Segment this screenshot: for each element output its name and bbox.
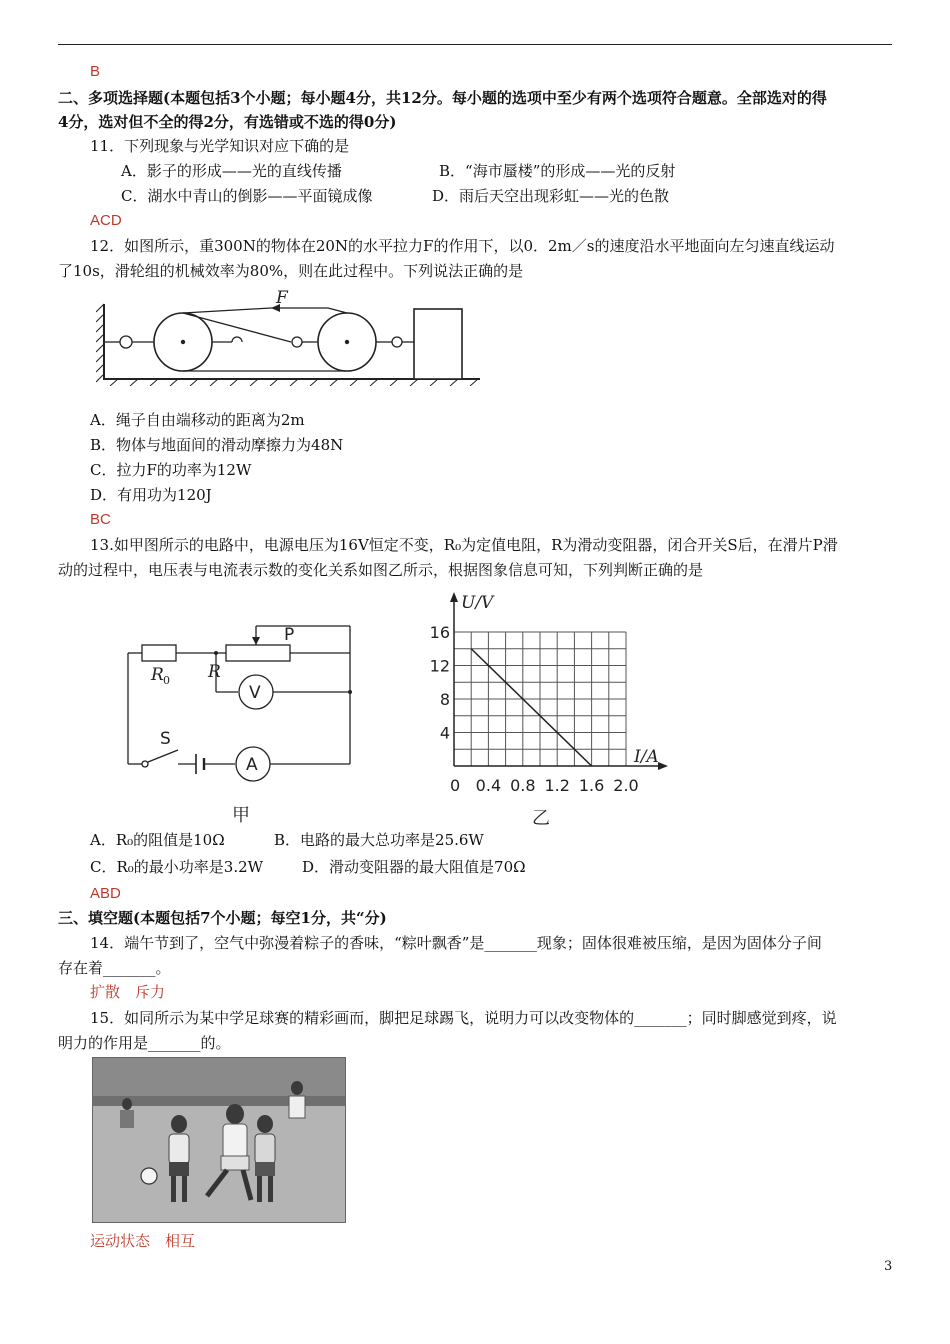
r-label: R [208, 662, 221, 682]
header-rule [58, 44, 892, 45]
section2-heading-line2: 4分，选对但不全的得2分，有选错或不选的得0分) [58, 113, 397, 131]
y-tick-label: 4 [439, 723, 450, 743]
q14-answer: 扩散 斥力 [90, 984, 166, 1001]
x-axis-arrow [658, 762, 668, 770]
q15-stem-line1: 15．如同所示为某中学足球赛的精彩画而，脚把足球踢飞，说明力可以改变物体的_______；同时脚感觉到疼，说 [90, 1009, 837, 1027]
x-tick-label: 1.2 [544, 776, 570, 795]
x-tick-label: 1.6 [578, 776, 605, 795]
x-tick-label: 2.0 [613, 776, 639, 795]
graph-series [471, 649, 591, 766]
q11-option-b: B．“海市蜃楼”的形成——光的反射 [439, 162, 676, 180]
q13-answer: ABD [90, 885, 121, 902]
graph-grid [454, 632, 626, 766]
x-axis-label: I/A [634, 747, 659, 767]
q15-stem-line2: 明力的作用是_______的。 [58, 1034, 231, 1052]
q11-option-d: D．雨后天空出现彩虹——光的色散 [432, 187, 670, 205]
q14-stem-line2: 存在着_______。 [58, 959, 171, 977]
r0-label: R [151, 665, 164, 685]
q13-option-b: B．电路的最大总功率是25.6W [274, 831, 484, 849]
origin-label: 0 [450, 776, 461, 795]
q13-stem-line1: 13.如甲图所示的电路中，电源电压为16V恒定不变，R₀为定值电阻，R为滑动变阻器，闭合开关S后，在滑片P滑 [90, 536, 838, 554]
q12-option-b: B．物体与地面间的滑动摩擦力为48N [90, 436, 344, 454]
y-tick-label: 8 [439, 690, 450, 709]
section2-heading-line1: 二、多项选择题(本题包括3个小题；每小题4分，共12分。每小题的选项中至少有两个选项符合题意。全部选对的得 [58, 89, 827, 107]
q13-option-d: D．滑动变阻器的最大阻值是70Ω [302, 858, 526, 876]
q12-option-d: D．有用功为120J [90, 486, 212, 504]
y-axis-arrow [450, 592, 458, 602]
x-tick-label: 0.8 [510, 776, 536, 795]
q13-option-c: C．R₀的最小功率是3.2W [90, 858, 264, 876]
ui-graph [420, 586, 680, 828]
graph-caption: 乙 [532, 808, 550, 828]
football-photo [92, 1057, 346, 1223]
q12-answer: BC [90, 511, 111, 528]
pulley-figure [96, 286, 488, 386]
q13-stem-line2: 动的过程中，电压表与电流表示数的变化关系如图乙所示，根据图象信息可知，下列判断正确的是 [58, 561, 704, 579]
force-label: F [276, 288, 288, 308]
q10-answer: B [90, 63, 101, 80]
ammeter-label: A [246, 755, 258, 775]
switch-label: S [160, 729, 171, 749]
y-axis-label: U/V [461, 593, 494, 613]
x-tick-label: 0.4 [475, 776, 502, 795]
q12-option-c: C．拉力F的功率为12W [90, 461, 252, 479]
q13-option-a: A．R₀的阻值是10Ω [90, 831, 225, 849]
q12-stem-line2: 了10s，滑轮组的机械效率为80%，则在此过程中。下列说法正确的是 [58, 262, 524, 280]
y-tick-label: 16 [429, 623, 450, 642]
series-line [471, 649, 591, 766]
page-number: 3 [884, 1259, 893, 1274]
voltmeter-label: V [249, 683, 261, 703]
q12-stem-line1: 12．如图所示，重300N的物体在20N的水平拉力F的作用下，以0．2m／s的速度沿水平地面向左匀速直线运动 [90, 237, 835, 255]
q11-stem: 11．下列现象与光学知识对应下确的是 [90, 137, 350, 155]
section3-heading: 三、填空题(本题包括7个小题；每空1分，共“分) [58, 909, 387, 927]
y-tick-label: 12 [429, 656, 450, 676]
circuit-diagram [120, 600, 360, 826]
q11-option-a: A．影子的形成——光的直线传播 [121, 162, 342, 180]
q11-option-c: C．湖水中青山的倒影——平面镜成像 [121, 187, 373, 205]
q11-answer: ACD [90, 212, 122, 229]
graph-axes [450, 592, 668, 770]
q14-stem-line1: 14．端午节到了，空气中弥漫着粽子的香味，“粽叶飘香”是_______现象；固体很难被压缩，是因为固体分子间 [90, 934, 822, 952]
q12-option-a: A．绳子自由端移动的距离为2m [90, 411, 305, 429]
r0-subscript: 0 [163, 674, 170, 687]
circuit-caption: 甲 [232, 805, 250, 826]
q15-answer: 运动状态 相互 [90, 1233, 196, 1250]
p-label: P [284, 625, 295, 645]
